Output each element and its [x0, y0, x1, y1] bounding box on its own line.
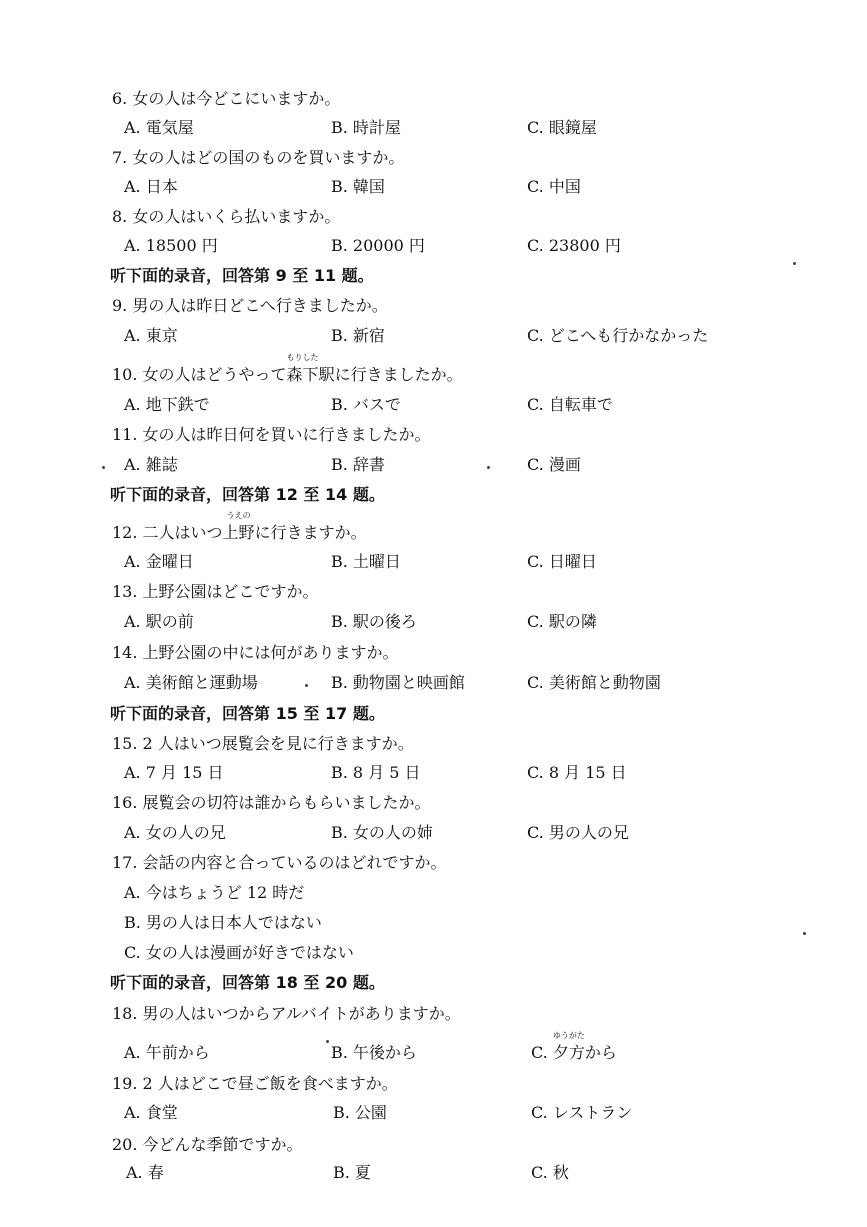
question-8-option-c: C. 23800 円 — [527, 236, 621, 255]
question-19-text: 19. 2 人はどこで昼ご飯を食べますか。 — [112, 1074, 398, 1093]
question-13-option-a: A. 駅の前 — [124, 612, 194, 631]
question-11-text: 11. 女の人は昨日何を買いに行きましたか。 — [112, 425, 431, 444]
section-heading-12-14 — [0, 484, 867, 514]
question-11 — [0, 424, 867, 454]
question-12-text-before: 12. 二人はいつ — [112, 523, 223, 542]
question-19-options — [0, 1102, 867, 1132]
question-17 — [0, 852, 867, 882]
question-16-text: 16. 展覧会の切符は誰からもらいましたか。 — [112, 793, 431, 812]
question-17-option-b-row — [0, 912, 867, 942]
question-14-options — [0, 672, 867, 702]
question-14-option-c: C. 美術館と動物園 — [527, 673, 661, 692]
question-10-option-a: A. 地下鉄で — [124, 395, 210, 414]
question-7-option-a: A. 日本 — [124, 177, 178, 196]
question-10-option-c: C. 自転車で — [527, 395, 613, 414]
question-18 — [0, 1003, 867, 1033]
question-16-option-b: B. 女の人の姉 — [331, 823, 433, 842]
question-19-option-b: B. 公園 — [333, 1103, 387, 1122]
question-15-text: 15. 2 人はいつ展覧会を見に行きますか。 — [112, 734, 414, 753]
scan-speck — [326, 1040, 329, 1043]
question-13-text: 13. 上野公園はどこですか。 — [112, 582, 319, 601]
question-16-options — [0, 822, 867, 852]
question-9-option-a: A. 東京 — [124, 326, 178, 345]
question-12-options — [0, 551, 867, 581]
question-19-option-a: A. 食堂 — [124, 1103, 178, 1122]
question-10-text-after: 駅に行きましたか。 — [318, 365, 463, 384]
question-12-text-after: に行きますか。 — [254, 523, 367, 542]
question-10-ruby-reading: もりした — [286, 353, 319, 362]
question-17-option-c-row — [0, 942, 867, 972]
section-heading-9-11-text: 听下面的录音，回答第 9 至 11 题。 — [110, 266, 374, 285]
question-20-text: 20. 今どんな季節ですか。 — [112, 1135, 303, 1154]
scan-speck — [793, 262, 796, 265]
question-17-option-a-row — [0, 882, 867, 912]
question-6-options — [0, 117, 867, 147]
question-18-option-b: B. 午後から — [331, 1043, 417, 1062]
question-13-options — [0, 611, 867, 641]
section-heading-18-20-text: 听下面的录音，回答第 18 至 20 题。 — [110, 973, 385, 992]
section-heading-9-11 — [0, 265, 867, 295]
question-20-option-a: A. 春 — [126, 1163, 164, 1182]
section-heading-12-14-text: 听下面的录音，回答第 12 至 14 题。 — [110, 485, 385, 504]
question-12-ruby — [222, 511, 255, 544]
question-18-option-c-ruby-reading: ゆうがた — [552, 1031, 585, 1040]
question-8-text: 8. 女の人はいくら払いますか。 — [112, 207, 341, 226]
section-heading-15-17-text: 听下面的录音，回答第 15 至 17 题。 — [110, 704, 385, 723]
question-18-text: 18. 男の人はいつからアルバイトがありますか。 — [112, 1004, 461, 1023]
question-20-options — [0, 1162, 867, 1192]
question-17-option-a: A. 今はちょうど 12 時だ — [124, 883, 305, 902]
scan-speck — [102, 466, 105, 469]
question-10-option-b: B. バスで — [331, 395, 401, 414]
question-16 — [0, 792, 867, 822]
question-6 — [0, 88, 867, 118]
question-6-option-b: B. 時計屋 — [331, 118, 401, 137]
question-18-options — [0, 1031, 867, 1072]
question-20-option-b: B. 夏 — [333, 1163, 371, 1182]
question-7-text: 7. 女の人はどの国のものを買いますか。 — [112, 148, 405, 167]
question-19-option-c: C. レストラン — [531, 1103, 633, 1122]
question-16-option-a: A. 女の人の兄 — [124, 823, 226, 842]
question-9-option-c: C. どこへも行かなかった — [527, 326, 709, 345]
question-10-text-before: 10. 女の人はどうやって — [112, 365, 287, 384]
question-6-text: 6. 女の人は今どこにいますか。 — [112, 89, 341, 108]
question-8-option-a: A. 18500 円 — [124, 236, 218, 255]
question-17-text: 17. 会話の内容と合っているのはどれですか。 — [112, 853, 447, 872]
question-12-option-a: A. 金曜日 — [124, 552, 194, 571]
question-11-options — [0, 454, 867, 484]
question-10 — [0, 353, 867, 394]
question-12-option-c: C. 日曜日 — [527, 552, 597, 571]
scan-speck — [803, 932, 806, 935]
question-20-option-c: C. 秋 — [531, 1163, 569, 1182]
question-10-ruby-base: 森下 — [286, 365, 319, 384]
question-15 — [0, 733, 867, 763]
question-7-option-b: B. 韓国 — [331, 177, 385, 196]
question-10-options — [0, 394, 867, 424]
question-11-option-c: C. 漫画 — [527, 455, 581, 474]
question-11-option-a: A. 雑誌 — [124, 455, 178, 474]
question-14-text: 14. 上野公園の中には何がありますか。 — [112, 643, 399, 662]
question-8-options — [0, 235, 867, 265]
question-14-option-b: B. 動物園と映画館 — [331, 673, 465, 692]
question-13-option-b: B. 駅の後ろ — [331, 612, 417, 631]
question-7-option-c: C. 中国 — [527, 177, 581, 196]
question-10-text — [112, 353, 463, 386]
scan-speck — [305, 684, 308, 687]
question-10-ruby — [286, 353, 319, 386]
question-18-option-a: A. 午前から — [124, 1043, 210, 1062]
question-7 — [0, 147, 867, 177]
question-16-option-c: C. 男の人の兄 — [527, 823, 629, 842]
question-12-ruby-reading: うえの — [226, 511, 251, 520]
question-6-option-c: C. 眼鏡屋 — [527, 118, 597, 137]
question-17-option-c: C. 女の人は漫画が好きではない — [124, 943, 354, 962]
section-heading-15-17 — [0, 703, 867, 733]
question-12 — [0, 511, 867, 552]
question-9 — [0, 295, 867, 325]
question-15-options — [0, 762, 867, 792]
question-12-text — [112, 511, 367, 544]
question-18-option-c — [531, 1031, 617, 1064]
question-9-text: 9. 男の人は昨日どこへ行きましたか。 — [112, 296, 388, 315]
question-12-ruby-base: 上野 — [222, 523, 255, 542]
question-17-option-b: B. 男の人は日本人ではない — [124, 913, 322, 932]
question-15-option-c: C. 8 月 15 日 — [527, 763, 627, 782]
question-8-option-b: B. 20000 円 — [331, 236, 425, 255]
scan-speck — [487, 466, 490, 469]
question-8 — [0, 206, 867, 236]
question-9-option-b: B. 新宿 — [331, 326, 385, 345]
question-18-option-c-suffix: から — [584, 1043, 617, 1062]
question-14-option-a: A. 美術館と運動場 — [124, 673, 258, 692]
question-7-options — [0, 176, 867, 206]
question-18-option-c-ruby-base: 夕方 — [552, 1043, 585, 1062]
question-14 — [0, 642, 867, 672]
question-19 — [0, 1073, 867, 1103]
question-20 — [0, 1134, 867, 1164]
question-12-option-b: B. 土曜日 — [331, 552, 401, 571]
question-13 — [0, 581, 867, 611]
question-15-option-a: A. 7 月 15 日 — [124, 763, 224, 782]
question-11-option-b: B. 辞書 — [331, 455, 385, 474]
question-13-option-c: C. 駅の隣 — [527, 612, 597, 631]
question-6-option-a: A. 電気屋 — [124, 118, 194, 137]
question-18-option-c-prefix: C. — [531, 1043, 553, 1062]
question-9-options — [0, 325, 867, 355]
question-18-option-c-ruby — [552, 1031, 585, 1064]
question-15-option-b: B. 8 月 5 日 — [331, 763, 421, 782]
section-heading-18-20 — [0, 972, 867, 1002]
